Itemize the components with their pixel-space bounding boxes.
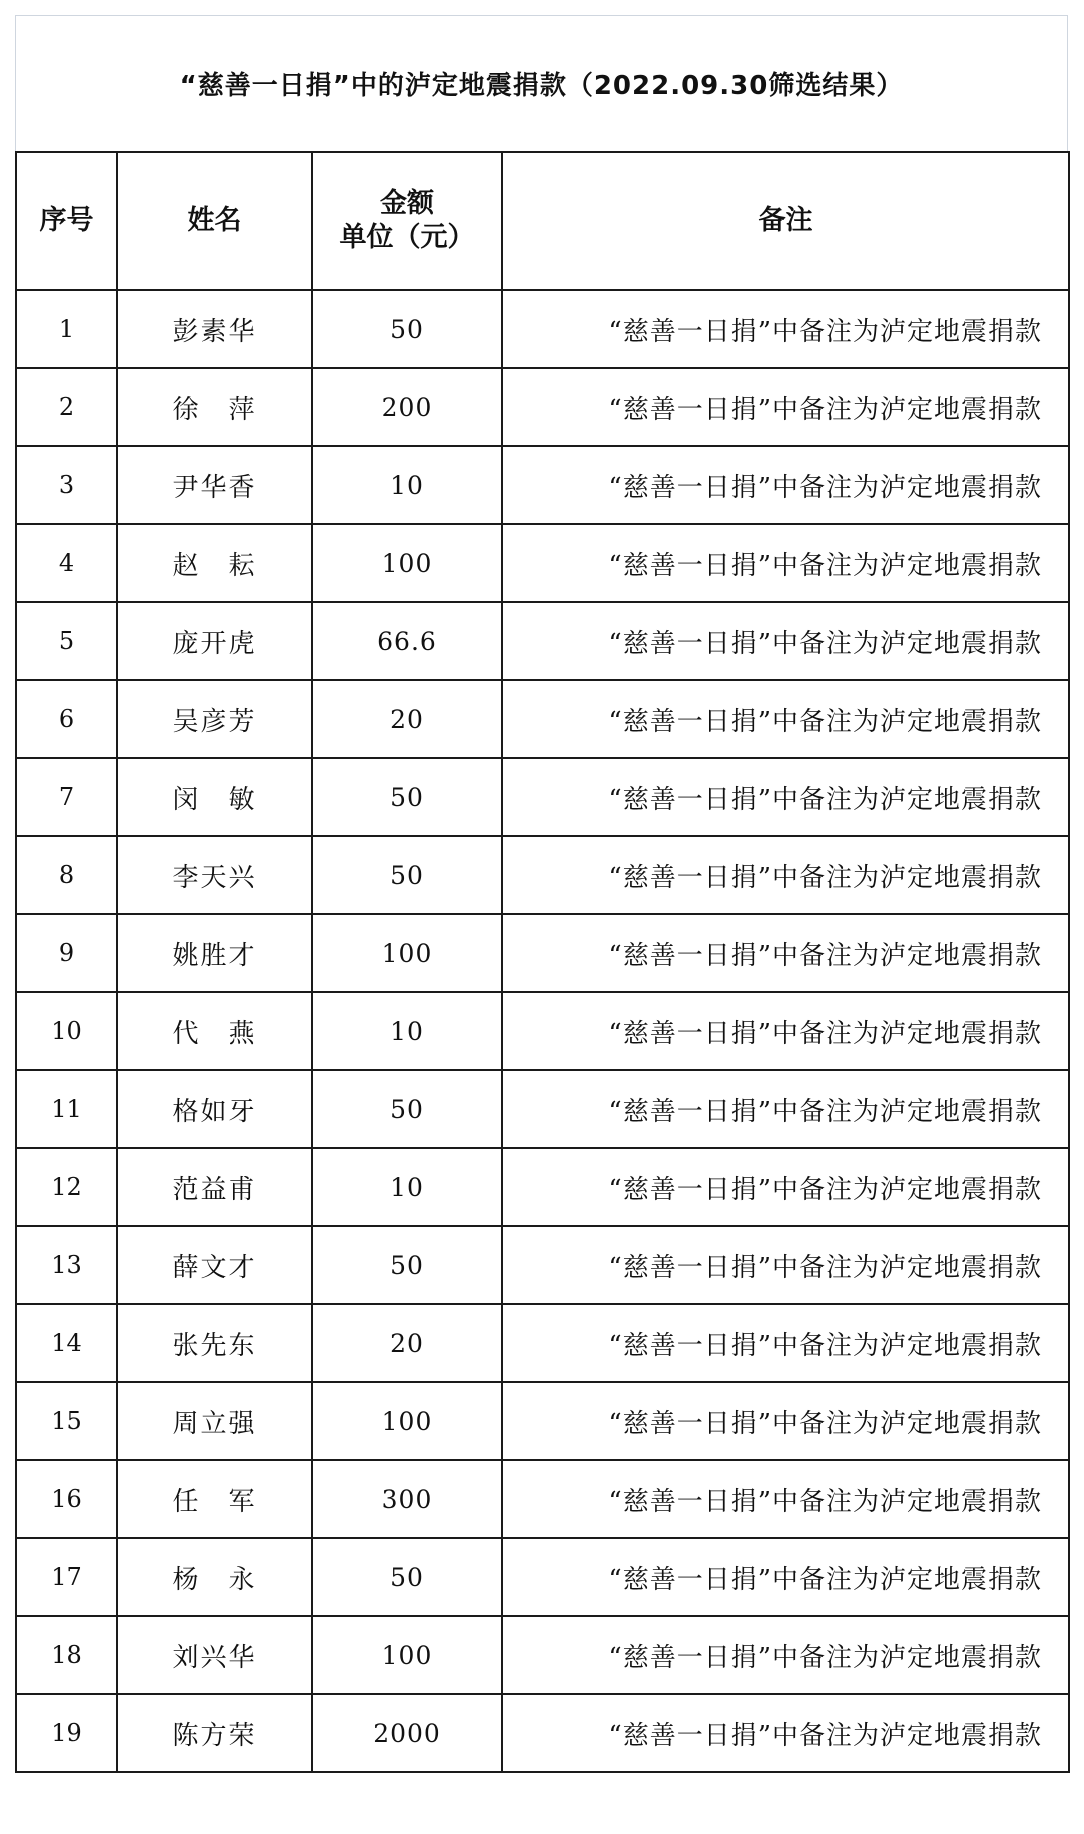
table-row: [16, 914, 1069, 992]
donation-amount: 50: [312, 836, 502, 914]
donor-name: 尹华香: [117, 446, 312, 524]
row-index: 4: [16, 524, 117, 602]
table-row: [16, 1460, 1069, 1538]
title-box: [15, 15, 1068, 151]
row-index: 8: [16, 836, 117, 914]
row-note: “慈善一日捐”中备注为泸定地震捐款: [502, 914, 1069, 992]
table-row: [16, 1304, 1069, 1382]
row-note: “慈善一日捐”中备注为泸定地震捐款: [502, 1304, 1069, 1382]
row-index: 6: [16, 680, 117, 758]
row-index: 16: [16, 1460, 117, 1538]
donor-name: 闵 敏: [117, 758, 312, 836]
donation-sheet: [15, 15, 1068, 1825]
donor-name: 任 军: [117, 1460, 312, 1538]
donor-name: 薛文才: [117, 1226, 312, 1304]
header-amount: [312, 152, 502, 290]
donation-table: [15, 151, 1070, 1773]
donor-name: 代 燕: [117, 992, 312, 1070]
row-index: 9: [16, 914, 117, 992]
row-index: 11: [16, 1070, 117, 1148]
table-body: [16, 290, 1069, 1772]
header-row: [16, 152, 1069, 290]
donation-amount: 66.6: [312, 602, 502, 680]
row-note: “慈善一日捐”中备注为泸定地震捐款: [502, 1694, 1069, 1772]
donation-amount: 10: [312, 1148, 502, 1226]
row-note: “慈善一日捐”中备注为泸定地震捐款: [502, 524, 1069, 602]
donation-amount: 50: [312, 290, 502, 368]
donation-amount: 50: [312, 1070, 502, 1148]
row-note: “慈善一日捐”中备注为泸定地震捐款: [502, 1070, 1069, 1148]
header-note: 备注: [502, 152, 1069, 290]
page-title: “慈善一日捐”中的泸定地震捐款（2022.09.30筛选结果）: [179, 71, 904, 101]
table-row: [16, 1070, 1069, 1148]
row-note: “慈善一日捐”中备注为泸定地震捐款: [502, 1226, 1069, 1304]
row-note: “慈善一日捐”中备注为泸定地震捐款: [502, 1616, 1069, 1694]
donation-amount: 100: [312, 1616, 502, 1694]
row-index: 3: [16, 446, 117, 524]
table-row: [16, 602, 1069, 680]
table-row: [16, 290, 1069, 368]
row-note: “慈善一日捐”中备注为泸定地震捐款: [502, 992, 1069, 1070]
row-note: “慈善一日捐”中备注为泸定地震捐款: [502, 368, 1069, 446]
row-index: 13: [16, 1226, 117, 1304]
donation-amount: 20: [312, 1304, 502, 1382]
header-amount-line2: 单位（元）: [339, 222, 475, 253]
row-note: “慈善一日捐”中备注为泸定地震捐款: [502, 836, 1069, 914]
row-index: 5: [16, 602, 117, 680]
row-note: “慈善一日捐”中备注为泸定地震捐款: [502, 1538, 1069, 1616]
donor-name: 杨 永: [117, 1538, 312, 1616]
row-index: 18: [16, 1616, 117, 1694]
donor-name: 彭素华: [117, 290, 312, 368]
donation-amount: 10: [312, 992, 502, 1070]
table-row: [16, 758, 1069, 836]
donation-amount: 100: [312, 914, 502, 992]
donor-name: 陈方荣: [117, 1694, 312, 1772]
donor-name: 徐 萍: [117, 368, 312, 446]
table-row: [16, 1148, 1069, 1226]
donor-name: 格如牙: [117, 1070, 312, 1148]
table-header: [16, 152, 1069, 290]
donor-name: 赵 耘: [117, 524, 312, 602]
donor-name: 周立强: [117, 1382, 312, 1460]
table-row: [16, 836, 1069, 914]
table-row: [16, 368, 1069, 446]
header-amount-line1: 金额: [380, 188, 434, 219]
header-name: 姓名: [117, 152, 312, 290]
donation-amount: 50: [312, 1226, 502, 1304]
row-note: “慈善一日捐”中备注为泸定地震捐款: [502, 290, 1069, 368]
row-index: 17: [16, 1538, 117, 1616]
row-index: 12: [16, 1148, 117, 1226]
row-note: “慈善一日捐”中备注为泸定地震捐款: [502, 758, 1069, 836]
table-row: [16, 1538, 1069, 1616]
donor-name: 庞开虎: [117, 602, 312, 680]
donation-amount: 300: [312, 1460, 502, 1538]
donation-amount: 50: [312, 1538, 502, 1616]
row-note: “慈善一日捐”中备注为泸定地震捐款: [502, 602, 1069, 680]
row-index: 10: [16, 992, 117, 1070]
donor-name: 范益甫: [117, 1148, 312, 1226]
row-note: “慈善一日捐”中备注为泸定地震捐款: [502, 446, 1069, 524]
donation-amount: 20: [312, 680, 502, 758]
table-row: [16, 524, 1069, 602]
row-note: “慈善一日捐”中备注为泸定地震捐款: [502, 1148, 1069, 1226]
table-row: [16, 680, 1069, 758]
row-note: “慈善一日捐”中备注为泸定地震捐款: [502, 1460, 1069, 1538]
header-index: 序号: [16, 152, 117, 290]
donation-amount: 200: [312, 368, 502, 446]
row-note: “慈善一日捐”中备注为泸定地震捐款: [502, 1382, 1069, 1460]
row-index: 2: [16, 368, 117, 446]
row-index: 15: [16, 1382, 117, 1460]
donation-amount: 50: [312, 758, 502, 836]
donation-amount: 100: [312, 524, 502, 602]
donation-amount: 2000: [312, 1694, 502, 1772]
table-row: [16, 1694, 1069, 1772]
donor-name: 吴彦芳: [117, 680, 312, 758]
row-index: 7: [16, 758, 117, 836]
table-row: [16, 992, 1069, 1070]
row-index: 1: [16, 290, 117, 368]
table-row: [16, 1226, 1069, 1304]
table-row: [16, 1616, 1069, 1694]
donation-amount: 100: [312, 1382, 502, 1460]
donor-name: 刘兴华: [117, 1616, 312, 1694]
table-row: [16, 1382, 1069, 1460]
donation-amount: 10: [312, 446, 502, 524]
row-note: “慈善一日捐”中备注为泸定地震捐款: [502, 680, 1069, 758]
row-index: 14: [16, 1304, 117, 1382]
donor-name: 李天兴: [117, 836, 312, 914]
donor-name: 张先东: [117, 1304, 312, 1382]
table-row: [16, 446, 1069, 524]
row-index: 19: [16, 1694, 117, 1772]
donor-name: 姚胜才: [117, 914, 312, 992]
